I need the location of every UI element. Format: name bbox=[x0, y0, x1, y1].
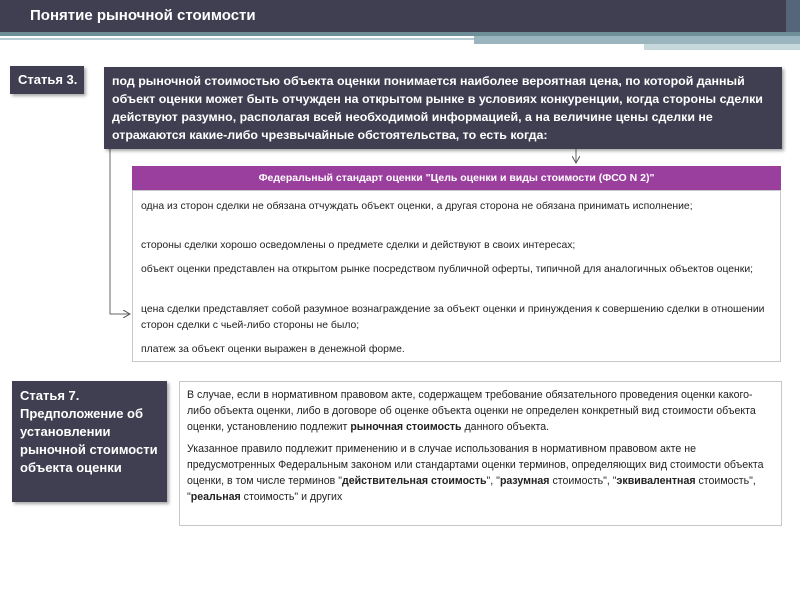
term-actual-value: действительная стоимость bbox=[342, 475, 487, 487]
market-value-definition: под рыночной стоимостью объекта оценки понимается наиболее вероятная цена, по которой данный объект оценки может быть отчужден на открытом рынке в условиях конкуренции, когда стороны сделки действуют разумно, располагая всей необходимой информацией, а на величине цены сделки не отражаются какие-либо чрезвычайные обстоятельства, то есть когда: bbox=[104, 67, 782, 149]
condition-item: цена сделки представляет собой разумное вознаграждение за объект оценки и принуждения к совершению сделки в отношении сторон сделки с чьей-либо стороны не было; bbox=[141, 304, 765, 331]
term-equivalent-value: эквивалентная bbox=[616, 475, 696, 487]
market-value-term: рыночная стоимость bbox=[350, 421, 462, 433]
condition-item: объект оценки представлен на открытом рынке посредством публичной оферты, типичной для аналогичных объектов оценки; bbox=[141, 264, 754, 275]
rule-paragraph-2: Указанное правило подлежит применению и в случае использования в нормативном правовом акте не предусмотренных Федеральным законом или стандартами оценки терминов, определяющих вид стоимости объекта оценки, в том числе терминов "действительная стоимость", "разумная стоимость", "эквивалентная стоимость", "реальная стоимость" и других bbox=[187, 443, 764, 503]
page-title: Понятие рыночной стоимости bbox=[30, 7, 256, 24]
condition-item: одна из сторон сделки не обязана отчуждать объект оценки, а другая сторона не обязана принимать исполнение; bbox=[141, 201, 693, 212]
article-7-badge: Статья 7. Предположение об установлении рыночной стоимости объекта оценки bbox=[12, 381, 167, 502]
article-3-badge: Статья 3. bbox=[10, 66, 84, 94]
article-7-text bbox=[179, 381, 782, 526]
standard-title-bar: Федеральный стандарт оценки "Цель оценки и виды стоимости (ФСО N 2)" bbox=[132, 166, 781, 190]
term-reasonable-value: разумная bbox=[499, 475, 550, 487]
condition-item: платеж за объект оценки выражен в денежной форме. bbox=[141, 344, 405, 355]
term-real-value: реальная bbox=[190, 491, 241, 503]
conditions-list bbox=[132, 190, 781, 362]
connector-arrow-left bbox=[110, 149, 130, 314]
condition-item: стороны сделки хорошо осведомлены о предмете сделки и действуют в своих интересах; bbox=[141, 240, 576, 251]
rule-paragraph-1: В случае, если в нормативном правовом акте, содержащем требование обязательного проведения оценки какого-либо объекта оценки, либо в договоре об оценке объекта оценки не определен конкретный вид стоимости объекта оценки, установлению подлежит рыночная стоимость данного объекта. bbox=[187, 389, 756, 433]
